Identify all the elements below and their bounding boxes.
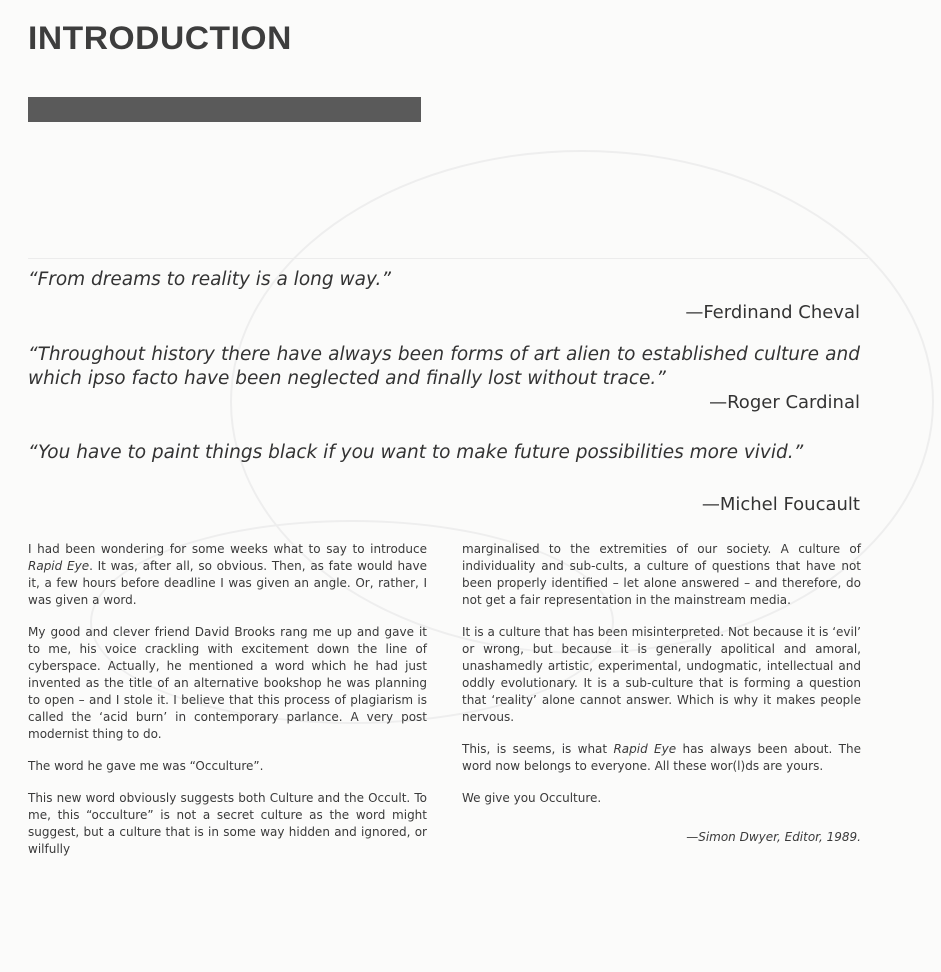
title-bar	[28, 97, 421, 122]
epigraph-quote: “Throughout history there have always been forms of art alien to established culture and which ipso facto have been neglected and finally lost without trace.”	[28, 344, 860, 389]
epigraph-quote: “From dreams to reality is a long way.”	[28, 269, 391, 290]
divider	[28, 258, 868, 259]
signature: —Simon Dwyer, Editor, 1989.	[686, 830, 861, 844]
body-column-right	[462, 541, 861, 846]
epigraph-author: —Michel Foucault	[701, 494, 860, 515]
paragraph: My good and clever friend David Brooks rang me up and gave it to me, his voice crackling with excitement down the line of cyberspace. Actually, he mentioned a word which he had just invented as the title of an alternative bookshop he was planning to open – and I stole it. I believe that this process of plagiarism is called the ‘acid burn’ in contemporary parlance. A very post modernist thing to do.	[28, 625, 427, 741]
paragraph: This new word obviously suggests both Culture and the Occult. To me, this “occulture” is not a secret culture as the word might suggest, but a culture that is in some way hidden and ignored, or wilfully	[28, 791, 427, 856]
paragraph: The word he gave me was “Occulture”.	[28, 759, 264, 773]
epigraph-quote: “You have to paint things black if you want to make future possibilities more vivid.”	[28, 442, 804, 463]
paragraph: This, is seems, is what Rapid Eye has always been about. The word now belongs to everyone. All these wor(l)ds are yours.	[462, 742, 861, 773]
epigraph-author: —Roger Cardinal	[709, 392, 860, 413]
paragraph: It is a culture that has been misinterpreted. Not because it is ‘evil’ or wrong, but because it is generally apolitical and amoral, unashamedly artistic, experimental, undogmatic, intellectual and oddly evolutionary. It is a sub-culture that is forming a question that ‘reality’ alone cannot answer. Which is why it makes people nervous.	[462, 625, 861, 724]
paragraph: We give you Occulture.	[462, 791, 602, 805]
paragraph: I had been wondering for some weeks what to say to introduce Rapid Eye. It was, after all, so obvious. Then, as fate would have it, a few hours before deadline I was given an angle. Or, rather, I was given a word.	[28, 542, 427, 607]
page-title: INTRODUCTION	[28, 20, 292, 56]
body-column-left	[28, 541, 427, 873]
epigraph-author: —Ferdinand Cheval	[685, 302, 860, 323]
paragraph: marginalised to the extremities of our society. A culture of individuality and sub-cults, a culture of questions that have not been properly identified – let alone answered – and therefore, do not get a fair representation in the mainstream media.	[462, 542, 861, 607]
